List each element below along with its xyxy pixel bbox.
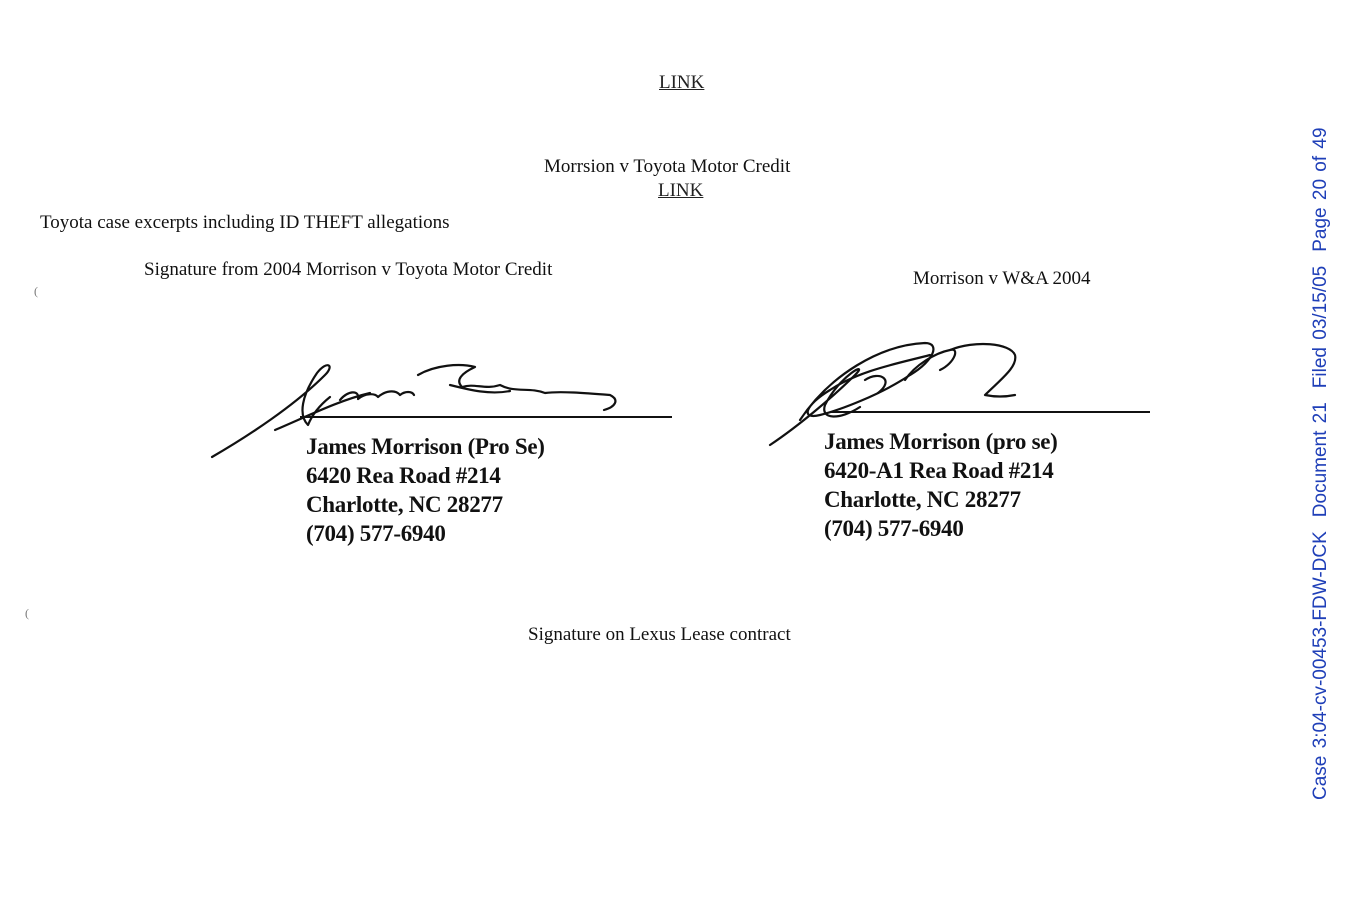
left-caption: Signature from 2004 Morrison v Toyota Motor Credit [144,259,553,280]
right-address-street: 6420-A1 Rea Road #214 [824,458,1054,483]
stamp-page: Page 20 of 49 [1310,127,1331,252]
right-caption: Morrison v W&A 2004 [913,268,1091,289]
left-address-city: Charlotte, NC 28277 [306,492,503,517]
stamp-filed-date: Filed 03/15/05 [1310,265,1331,389]
link-second[interactable]: LINK [658,180,704,201]
bottom-caption: Signature on Lexus Lease contract [528,624,791,645]
scan-speck: ( [34,284,38,298]
link-top[interactable]: LINK [659,72,705,93]
left-address-street: 6420 Rea Road #214 [306,463,501,488]
court-filing-stamp [1310,113,1332,800]
scan-speck: ( [25,606,29,620]
intro-text: Toyota case excerpts including ID THEFT allegations [40,212,450,233]
left-address-block [306,432,545,548]
stamp-case-number: Case 3:04-cv-00453-FDW-DCK [1310,531,1331,800]
right-address-name: James Morrison (pro se) [824,429,1058,454]
left-address-phone: (704) 577-6940 [306,521,446,546]
right-address-city: Charlotte, NC 28277 [824,487,1021,512]
right-address-block [824,427,1058,543]
left-address-name: James Morrison (Pro Se) [306,434,545,459]
stamp-document: Document 21 [1310,402,1331,518]
right-address-phone: (704) 577-6940 [824,516,964,541]
case-title: Morrsion v Toyota Motor Credit [544,156,791,177]
